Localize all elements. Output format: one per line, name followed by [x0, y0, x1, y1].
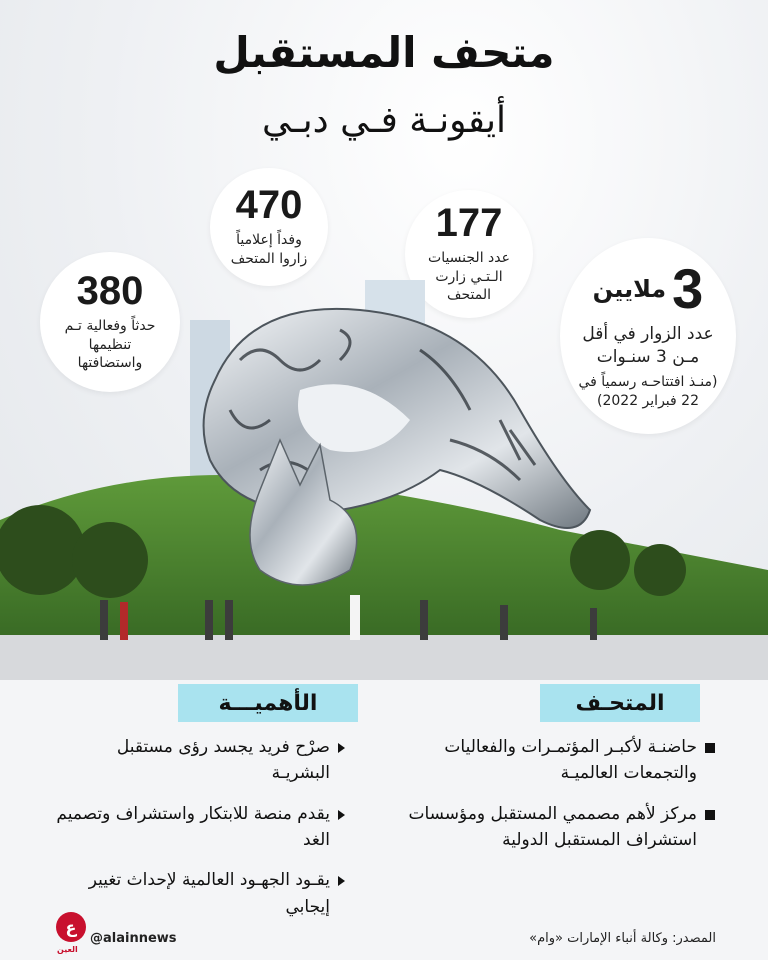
museum-illustration [0, 270, 768, 680]
triangle-bullet-icon [338, 876, 345, 886]
stat-delegations-label: وفداً إعلامياً زاروا المتحف [230, 232, 308, 267]
stat-visitors-label: عدد الزوار في أقل مـن 3 سنـوات [582, 324, 714, 368]
info-section [0, 680, 768, 960]
list-item-text: حاضنـة لأكبـر المؤتمـرات والفعاليات والتجمعات العالميـة [444, 737, 697, 784]
stat-delegations [210, 168, 328, 286]
list-item [55, 734, 345, 787]
list-item-text: صرْح فريد يجسد رؤى مستقبل البشريـة [116, 737, 330, 784]
stat-visitors-unit: ملايين [592, 275, 667, 304]
stat-nationalities-number: 177 [435, 200, 503, 245]
list-item [405, 801, 715, 854]
stat-events-number: 380 [76, 268, 144, 313]
importance-list [55, 734, 345, 934]
square-bullet-icon [705, 743, 715, 753]
logo-caption: العين [57, 945, 78, 954]
square-bullet-icon [705, 810, 715, 820]
social-handle[interactable]: @alainnews [90, 931, 177, 946]
list-item-text: يقـود الجهـود العالمية لإحداث تغيير إيجابي [88, 870, 330, 917]
list-item [55, 867, 345, 920]
source-credit: المصدر: وكالة أنباء الإمارات «وام» [529, 931, 716, 946]
list-item [55, 801, 345, 854]
museum-tag: المتحـف [540, 684, 700, 722]
stat-visitors-note: (منـذ افتتاحـه رسمياً في 22 فبراير 2022) [578, 374, 718, 409]
triangle-bullet-icon [338, 810, 345, 820]
stat-visitors-number: 3 [672, 257, 704, 321]
page-title: متحف المستقبل [213, 28, 555, 77]
plaza-ground [0, 635, 768, 680]
stat-events-label: حدثاً وفعالية تـم تنظيمها واستضافتها [64, 317, 156, 372]
alain-logo-icon: ع [56, 912, 86, 942]
triangle-bullet-icon [338, 743, 345, 753]
stat-nationalities-label: عدد الجنسيات الـتـي زارت المتحف [428, 249, 510, 304]
list-item-text: مركز لأهم مصممي المستقبل ومؤسسات استشراف المستقبل الدولية [408, 803, 697, 851]
importance-tag: الأهميـــة [178, 684, 358, 722]
page-subtitle: أيقونـة فـي دبـي [262, 100, 506, 141]
museum-list [405, 734, 715, 867]
list-item-text: يقدم منصة للابتكار واستشراف وتصميم الغد [56, 803, 330, 851]
stat-delegations-number: 470 [235, 183, 303, 228]
list-item [405, 734, 715, 787]
